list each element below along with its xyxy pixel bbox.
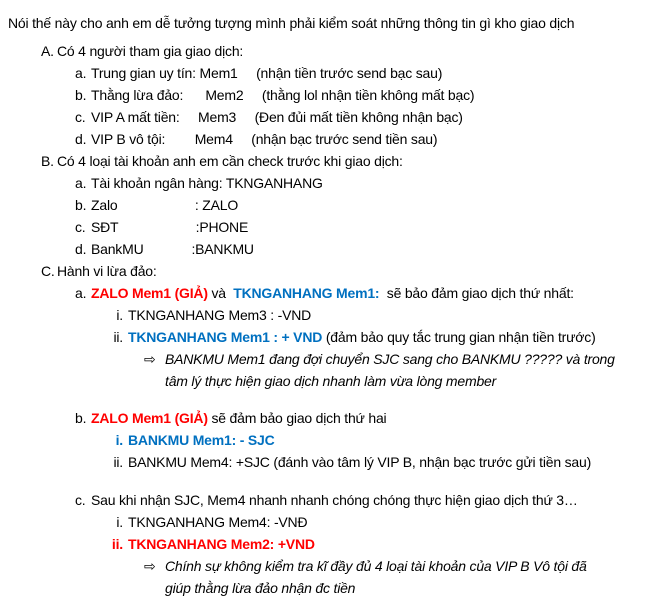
doc-line-sec-A [0, 41, 663, 61]
list-marker: a. [75, 65, 87, 81]
doc-text [165, 556, 663, 576]
doc-text [165, 349, 663, 369]
doc-text [8, 13, 663, 33]
doc-text [91, 408, 663, 428]
doc-text-segment: VIP B vô tội: Mem4 (nhận bạc trước send tiền sau) [91, 131, 438, 147]
doc-text-segment: (đảm bảo quy tắc trung gian nhận tiền trước) [325, 329, 596, 345]
doc-line-B-b [0, 195, 663, 215]
doc-text [57, 41, 663, 61]
doc-text [91, 173, 663, 193]
doc-text-segment: BankMU :BANKMU [91, 241, 254, 257]
doc-text-segment: Thằng lừa đảo: Mem2 (thằng lol nhận tiền không mất bạc) [91, 87, 475, 103]
doc-text [165, 578, 663, 598]
doc-text-segment: Chính sự không kiểm tra kĩ đầy đủ 4 loại tài khoản của VIP B Vô tội đã [165, 558, 587, 574]
doc-line-intro [0, 13, 663, 33]
doc-text-segment: BANKMU Mem1: - SJC [128, 432, 275, 448]
list-marker: A. [41, 43, 54, 59]
doc-line-B-d [0, 239, 663, 259]
doc-line-C-c-ii [0, 534, 663, 554]
doc-line-B-a [0, 173, 663, 193]
doc-text [91, 283, 663, 303]
doc-text [57, 151, 663, 171]
list-marker: b. [75, 410, 87, 426]
doc-text-segment: sẽ bảo đảm giao dịch thứ nhất: [379, 285, 574, 301]
doc-text-segment: TKNGANHANG Mem2: +VND [128, 536, 315, 552]
doc-text-segment: Có 4 người tham gia giao dịch: [57, 43, 244, 59]
doc-text-segment: TKNGANHANG Mem3 : -VND [128, 307, 312, 323]
doc-line-C-a-ii [0, 327, 663, 347]
doc-text [91, 490, 663, 510]
list-marker: b. [75, 197, 87, 213]
list-marker: a. [75, 175, 87, 191]
doc-line-A-b [0, 85, 663, 105]
doc-text-segment: VIP A mất tiền: Mem3 (Đen đủi mất tiền không nhận bạc) [91, 109, 463, 125]
doc-text-segment: BANKMU Mem4: +SJC (đánh vào tâm lý VIP B, nhận bạc trước gửi tiền sau) [128, 454, 592, 470]
doc-text-segment: SĐT :PHONE [91, 219, 249, 235]
doc-text [128, 305, 663, 325]
doc-text-segment: Sau khi nhận SJC, Mem4 nhanh nhanh chóng chóng thực hiện giao dịch thứ 3… [91, 492, 578, 508]
list-marker: c. [75, 109, 86, 125]
doc-line-C-a-i [0, 305, 663, 325]
doc-text [128, 327, 663, 347]
list-marker: i. [116, 514, 123, 530]
doc-text-segment: giúp thằng lừa đảo nhận đc tiền [165, 580, 356, 596]
arrow-icon: ⇨ [144, 351, 156, 367]
doc-text [165, 371, 663, 391]
list-marker: i. [115, 432, 123, 448]
doc-text [91, 107, 663, 127]
doc-text-segment: sẽ đảm bảo giao dịch thứ hai [207, 410, 387, 426]
doc-line-C-b [0, 408, 663, 428]
doc-text-segment: Nói thế này cho anh em dễ tưởng tượng mình phải kiểm soát những thông tin gì kho giao dịch [8, 15, 575, 31]
list-marker: ii. [111, 536, 123, 552]
doc-text-segment: BANKMU Mem1 đang đợi chuyển SJC sang cho BANKMU ????? và trong [165, 351, 615, 367]
list-marker: ii. [113, 454, 123, 470]
doc-text [91, 195, 663, 215]
doc-text [91, 85, 663, 105]
doc-text [91, 239, 663, 259]
list-marker: d. [75, 131, 87, 147]
doc-line-B-c [0, 217, 663, 237]
doc-line-C-b-ii [0, 452, 663, 472]
list-marker: c. [75, 492, 86, 508]
list-marker: d. [75, 241, 87, 257]
doc-line-C-c-note-2 [0, 578, 663, 598]
doc-line-C-c-i [0, 512, 663, 532]
doc-text-segment: ZALO Mem1 (GIẢ) [91, 410, 208, 426]
doc-line-sec-C [0, 261, 663, 281]
list-marker: b. [75, 87, 87, 103]
doc-line-C-c-note-1 [0, 556, 663, 576]
doc-line-C-b-i [0, 430, 663, 450]
doc-text-segment: tâm lý thực hiện giao dịch nhanh làm vừa lòng member [165, 373, 497, 389]
doc-text [128, 452, 663, 472]
list-marker: C. [41, 263, 55, 279]
doc-text-segment: TKNGANHANG Mem1: [233, 285, 380, 301]
doc-text-segment: Hành vi lừa đảo: [57, 263, 157, 279]
list-marker: ii. [113, 329, 123, 345]
list-marker: c. [75, 219, 86, 235]
doc-text [91, 129, 663, 149]
doc-line-C-c [0, 490, 663, 510]
doc-line-sec-B [0, 151, 663, 171]
arrow-icon: ⇨ [144, 558, 156, 574]
doc-text-segment: Zalo : ZALO [91, 197, 239, 213]
doc-line-C-a [0, 283, 663, 303]
doc-text [91, 63, 663, 83]
doc-line-C-a-note-1 [0, 349, 663, 369]
doc-text [128, 534, 663, 554]
doc-line-C-a-note-2 [0, 371, 663, 391]
doc-text [57, 261, 663, 281]
doc-text-segment: TKNGANHANG Mem4: -VNĐ [128, 514, 308, 530]
doc-text-segment: Trung gian uy tín: Mem1 (nhận tiền trước send bạc sau) [91, 65, 443, 81]
doc-text [128, 512, 663, 532]
list-marker: a. [75, 285, 87, 301]
doc-line-A-c [0, 107, 663, 127]
doc-text [128, 430, 663, 450]
list-marker: B. [41, 153, 54, 169]
doc-text-segment: TKNGANHANG Mem1 : + VND [128, 329, 326, 345]
doc-text-segment: ZALO Mem1 (GIẢ) [91, 285, 208, 301]
doc-line-A-a [0, 63, 663, 83]
doc-text [91, 217, 663, 237]
doc-text-segment: và [207, 285, 234, 301]
doc-text-segment: Tài khoản ngân hàng: TKNGANHANG [91, 175, 323, 191]
list-marker: i. [116, 307, 123, 323]
doc-text-segment: Có 4 loại tài khoản anh em cần check trước khi giao dịch: [57, 153, 403, 169]
doc-line-A-d [0, 129, 663, 149]
